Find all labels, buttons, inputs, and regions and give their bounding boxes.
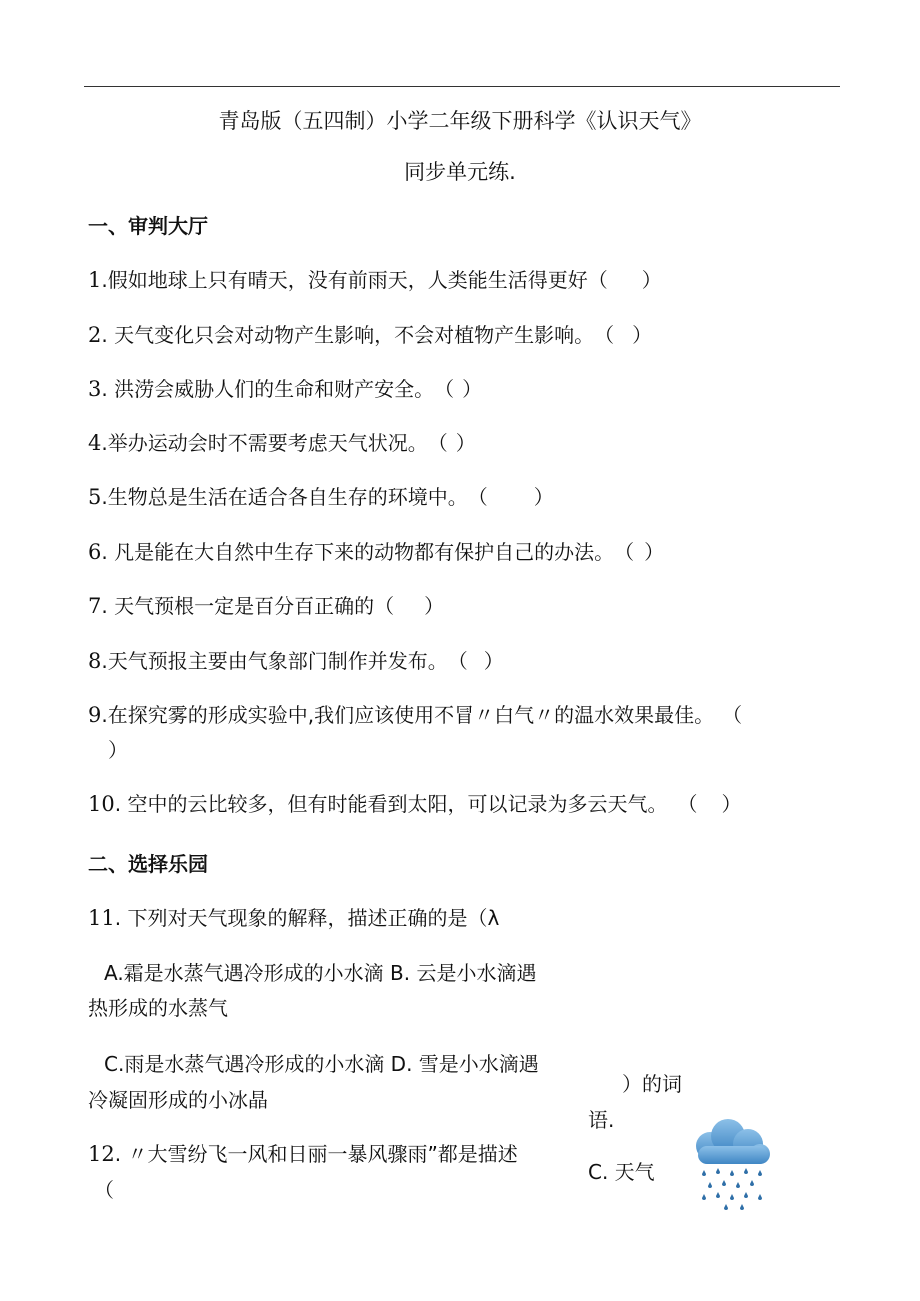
- options-c-d-continued: 冷凝固形成的小冰晶: [88, 1088, 268, 1112]
- options-c-d: C.雨是水蒸气遇冷形成的小水滴 D. 雪是小水滴遇: [104, 1052, 539, 1076]
- answer-close-paren: ）: [533, 485, 554, 509]
- question-number: 5: [88, 485, 102, 509]
- option-c-weather: C. 天气: [588, 1160, 655, 1184]
- section-heading-2: 二、选择乐园: [88, 852, 208, 876]
- answer-open-paren: （: [677, 792, 698, 816]
- question-4: [88, 427, 476, 456]
- answer-close-paren: ）: [424, 594, 445, 618]
- options-a-b-continued: 热形成的水蒸气: [88, 996, 228, 1020]
- question-10: [88, 788, 741, 817]
- question-number: 12: [88, 1142, 115, 1166]
- question-text: . 空中的云比较多，但有时能看到太阳，可以记录为多云天气。: [114, 792, 668, 816]
- question-text: . 天气预根一定是百分百正确的: [101, 594, 375, 618]
- answer-open-paren: （: [374, 594, 395, 618]
- answer-close-paren: ）: [641, 268, 662, 292]
- question-number: 6: [88, 540, 102, 564]
- question-11: [88, 902, 499, 931]
- question-number: 10: [88, 792, 115, 816]
- question-text: . 凡是能在大自然中生存下来的动物都有保护自己的办法。: [101, 540, 615, 564]
- question-12-side-text-1: ）的词: [622, 1072, 682, 1096]
- question-text: . 下列对天气现象的解释，描述正确的是: [114, 906, 468, 930]
- question-2: [88, 319, 652, 348]
- answer-close-paren: ）: [644, 540, 665, 564]
- question-text: .天气预报主要由气象部门制作并发布。: [101, 649, 448, 673]
- question-text: .在探究雾的形成实验中,我们应该使用不冒〃白气〃的温水效果最佳。: [101, 703, 715, 727]
- top-rule: [84, 86, 840, 87]
- question-text: .生物总是生活在适合各自生存的环境中。: [101, 485, 468, 509]
- question-5: [88, 481, 554, 510]
- question-number: 11: [88, 906, 115, 930]
- answer-close-paren: ）: [632, 323, 653, 347]
- question-12-side-text-2: 语.: [588, 1108, 615, 1132]
- answer-open-paren: （: [434, 377, 455, 401]
- question-number: 2: [88, 323, 102, 347]
- question-number: 8: [88, 649, 102, 673]
- section-heading-1: 一、审判大厅: [88, 214, 208, 238]
- question-number: 7: [88, 594, 102, 618]
- question-9: [88, 699, 742, 728]
- question-1: [88, 264, 662, 293]
- question-7: [88, 590, 444, 619]
- question-3: [88, 373, 482, 402]
- question-text: .假如地球上只有晴天，没有前雨天，人类能生活得更好: [101, 268, 588, 292]
- answer-open-paren: （: [447, 649, 468, 673]
- answer-open-paren: （: [614, 540, 635, 564]
- question-number: 4: [88, 431, 102, 455]
- answer-open-paren: （: [427, 431, 448, 455]
- answer-open-paren: （: [594, 323, 615, 347]
- question-number: 9: [88, 703, 102, 727]
- question-12-open-paren: （: [94, 1178, 114, 1202]
- page-title: 青岛版（五四制）小学二年级下册科学《认识天气》: [218, 109, 702, 133]
- rain-cloud-icon: [688, 1116, 772, 1212]
- question-9-close: [108, 734, 128, 763]
- answer-open-paren: （: [587, 268, 608, 292]
- answer-close-paren: ）: [108, 738, 128, 762]
- question-text: . 天气变化只会对动物产生影响，不会对植物产生影响。: [101, 323, 595, 347]
- answer-close-paren: ）: [721, 792, 742, 816]
- answer-close-paren: ）: [455, 431, 476, 455]
- rain-drops: [702, 1168, 762, 1210]
- question-text: . 〃大雪纷飞一风和日丽一暴风骤雨”都是描述: [114, 1142, 518, 1166]
- answer-open-paren: （: [722, 703, 743, 727]
- answer-open-paren: （: [467, 485, 488, 509]
- cloud-shape: [696, 1119, 770, 1164]
- answer-mark: λ: [487, 906, 500, 930]
- question-number: 1: [88, 268, 102, 292]
- question-text: .举办运动会时不需要考虑天气状况。: [101, 431, 428, 455]
- answer-close-paren: ）: [462, 377, 483, 401]
- question-8: [88, 645, 504, 674]
- question-number: 3: [88, 377, 102, 401]
- question-12: [88, 1138, 518, 1167]
- question-6: [88, 536, 664, 565]
- options-a-b: A.霜是水蒸气遇冷形成的小水滴 B. 云是小水滴遇: [104, 961, 537, 985]
- answer-close-paren: ）: [483, 649, 504, 673]
- page-subtitle: 同步单元练.: [404, 160, 516, 184]
- answer-open-paren: （: [467, 906, 488, 930]
- question-text: . 洪涝会威胁人们的生命和财产安全。: [101, 377, 435, 401]
